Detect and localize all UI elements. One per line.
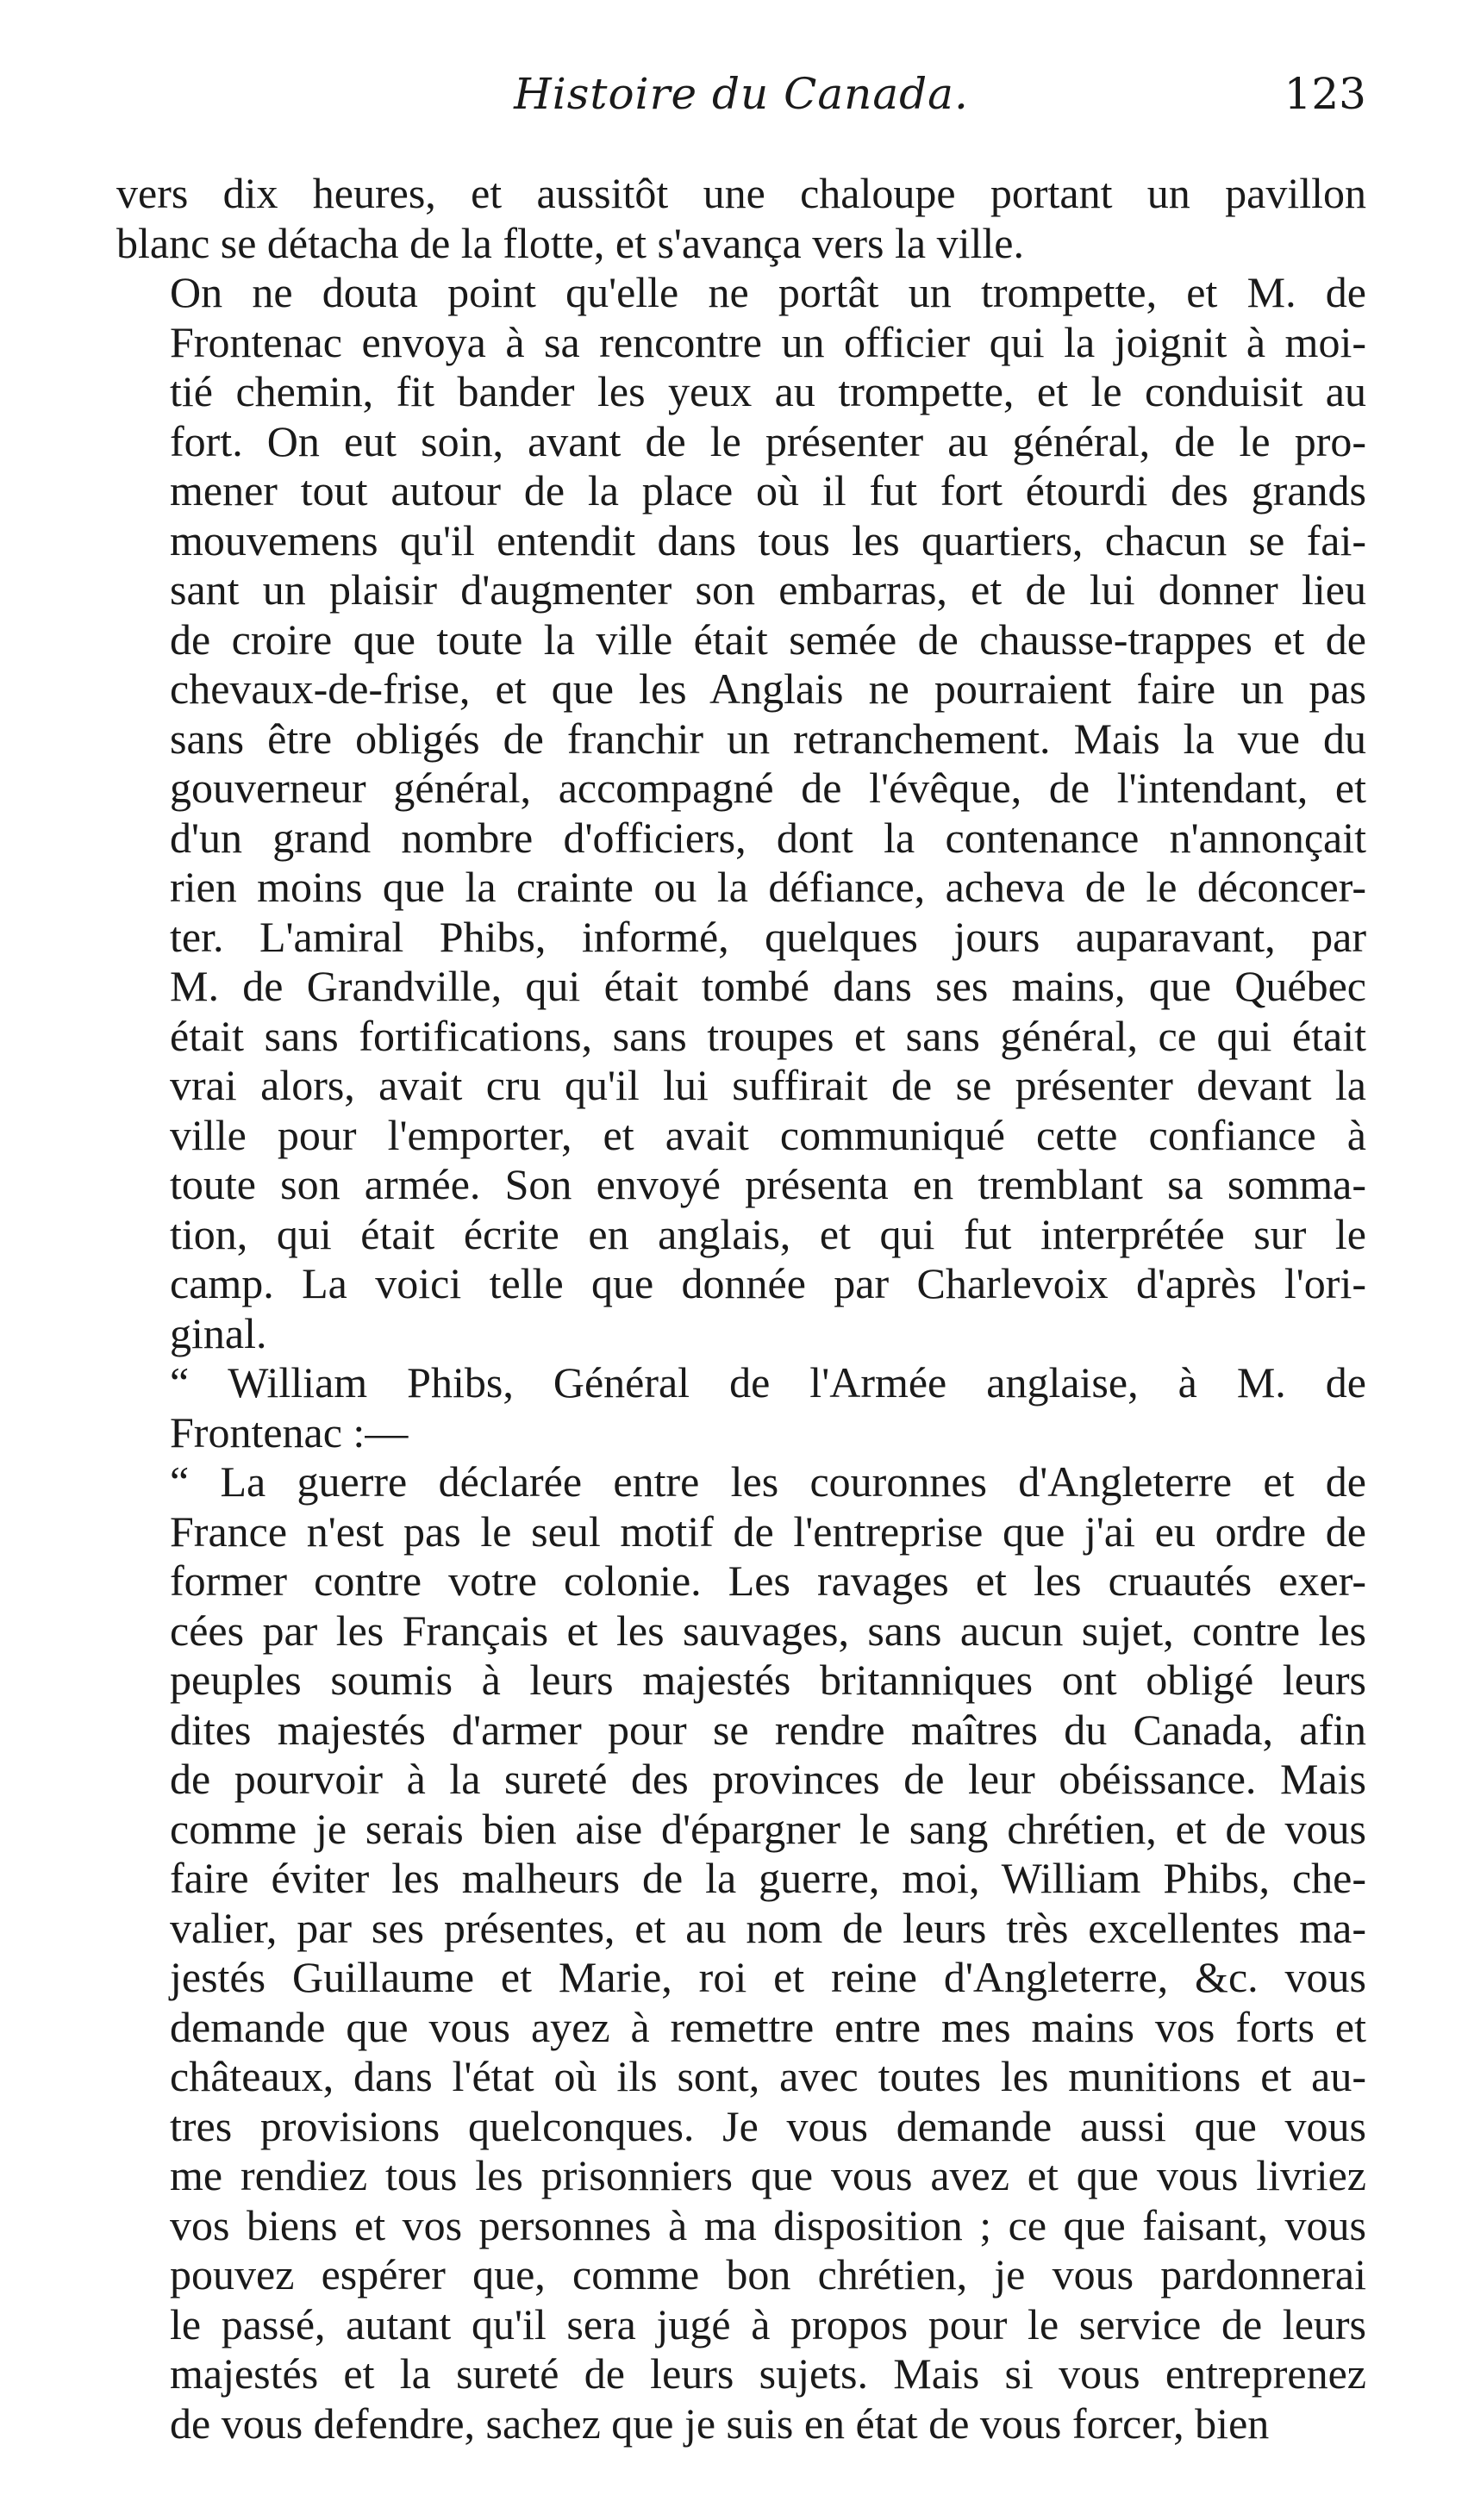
text-line: majestés et la sureté de leurs sujets. Mais si vous entreprenez xyxy=(170,2349,1366,2398)
text-line: cées par les Français et les sauvages, sans aucun sujet, contre les xyxy=(170,1606,1366,1655)
text-line: vers dix heures, et aussitôt une chaloupe portant un pavillon xyxy=(116,169,1366,217)
text-line: vos biens et vos personnes à ma disposition ; ce que faisant, vous xyxy=(170,2200,1366,2249)
text-line: On ne douta point qu'elle ne portât un trompette, et M. de xyxy=(170,268,1366,316)
text-line: fort. On eut soin, avant de le présenter au général, de le pro- xyxy=(170,416,1366,465)
text-line: me rendiez tous les prisonniers que vous avez et que vous livriez xyxy=(170,2151,1366,2199)
text-line: dites majestés d'armer pour se rendre maîtres du Canada, afin xyxy=(170,1705,1366,1754)
text-line: tion, qui était écrite en anglais, et qui fut interprétée sur le xyxy=(170,1209,1366,1258)
text-line: pouvez espérer que, comme bon chrétien, je vous pardonnerai xyxy=(170,2250,1366,2299)
text-line: blanc se détacha de la flotte, et s'avança vers la ville. xyxy=(116,218,1024,267)
text-line: Frontenac envoya à sa rencontre un officier qui la joignit à moi- xyxy=(170,317,1366,366)
text-line: rien moins que la crainte ou la défiance, acheva de le déconcer- xyxy=(170,863,1366,911)
text-line: valier, par ses présentes, et au nom de leurs très excellentes ma- xyxy=(170,1903,1366,1952)
text-line: châteaux, dans l'état où ils sont, avec toutes les munitions et au- xyxy=(170,2052,1366,2100)
body-text xyxy=(116,169,1366,2448)
text-line: M. de Grandville, qui était tombé dans ses mains, que Québec xyxy=(170,962,1366,1010)
text-line: vrai alors, avait cru qu'il lui suffirait de se présenter devant la xyxy=(170,1061,1366,1109)
text-line: sans être obligés de franchir un retranchement. Mais la vue du xyxy=(170,714,1366,763)
page-number: 123 xyxy=(1284,69,1366,119)
text-line: chevaux-de-frise, et que les Anglais ne pourraient faire un pas xyxy=(170,664,1366,713)
paragraph xyxy=(116,1358,1366,1457)
paragraph xyxy=(116,169,1366,268)
text-line: mouvemens qu'il entendit dans tous les quartiers, chacun se fai- xyxy=(170,515,1366,565)
text-line: de vous defendre, sachez que je suis en état de vous forcer, bien xyxy=(170,2398,1270,2448)
text-line: comme je serais bien aise d'épargner le sang chrétien, et de vous xyxy=(170,1804,1366,1853)
text-line: camp. La voici telle que donnée par Charlevoix d'après l'ori- xyxy=(170,1259,1366,1307)
text-line: “ William Phibs, Général de l'Armée anglaise, à M. de xyxy=(170,1358,1366,1407)
text-line: gouverneur général, accompagné de l'évêque, de l'intendant, et xyxy=(170,764,1366,812)
text-line: former contre votre colonie. Les ravages et les cruautés exer- xyxy=(170,1556,1366,1605)
text-line: d'un grand nombre d'officiers, dont la contenance n'annonçait xyxy=(170,813,1366,862)
book-page xyxy=(116,69,1366,2482)
text-line: ginal. xyxy=(170,1308,267,1357)
text-line: Frontenac :— xyxy=(170,1407,409,1456)
text-line: ville pour l'emporter, et avait communiqué cette confiance à xyxy=(170,1110,1366,1159)
text-line: France n'est pas le seul motif de l'entreprise que j'ai eu ordre de xyxy=(170,1506,1366,1556)
text-line: tié chemin, fit bander les yeux au trompette, et le conduisit au xyxy=(170,367,1366,415)
text-line: tres provisions quelconques. Je vous demande aussi que vous xyxy=(170,2101,1366,2150)
text-line: faire éviter les malheurs de la guerre, moi, William Phibs, che- xyxy=(170,1854,1366,1902)
running-title: Histoire du Canada. xyxy=(514,69,969,119)
text-line: demande que vous ayez à remettre entre mes mains vos forts et xyxy=(170,2002,1366,2051)
text-line: jestés Guillaume et Marie, roi et reine d'Angleterre, &c. vous xyxy=(170,1953,1366,2001)
text-line: “ La guerre déclarée entre les couronnes d'Angleterre et de xyxy=(170,1457,1366,1506)
text-line: toute son armée. Son envoyé présenta en tremblant sa somma- xyxy=(170,1160,1366,1208)
text-line: était sans fortifications, sans troupes et sans général, ce qui était xyxy=(170,1011,1366,1060)
text-line: ter. L'amiral Phibs, informé, quelques jours auparavant, par xyxy=(170,912,1366,961)
paragraph xyxy=(116,1457,1366,2448)
paragraph xyxy=(116,268,1366,1358)
running-head xyxy=(116,69,1366,138)
text-line: de croire que toute la ville était semée de chausse-trappes et de xyxy=(170,614,1366,664)
text-line: mener tout autour de la place où il fut fort étourdi des grands xyxy=(170,466,1366,515)
text-line: peuples soumis à leurs majestés britanniques ont obligé leurs xyxy=(170,1656,1366,1704)
text-line: sant un plaisir d'augmenter son embarras, et de lui donner lieu xyxy=(170,565,1366,614)
text-line: de pourvoir à la sureté des provinces de leur obéissance. Mais xyxy=(170,1755,1366,1803)
text-line: le passé, autant qu'il sera jugé à propos pour le service de leurs xyxy=(170,2299,1366,2348)
